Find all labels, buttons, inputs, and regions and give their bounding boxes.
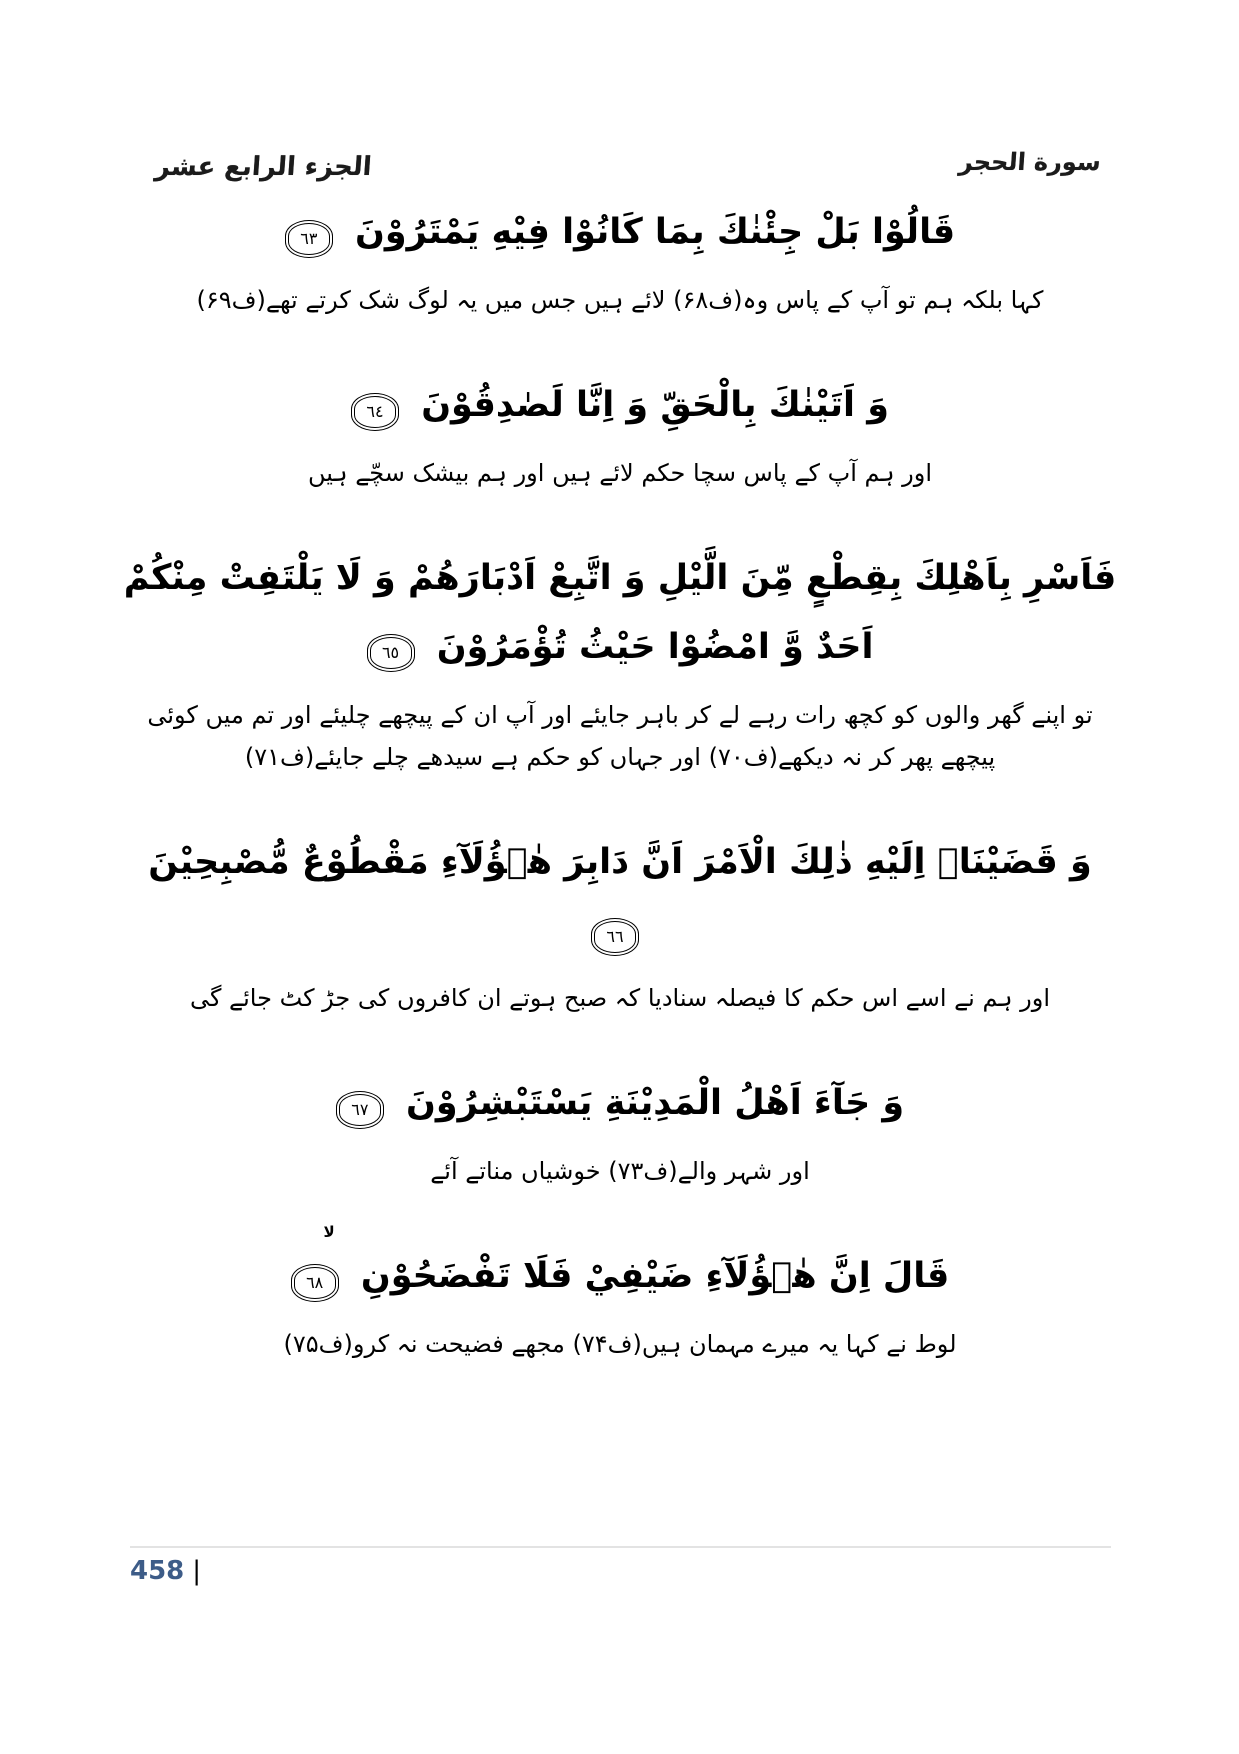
page-content	[120, 198, 1120, 1415]
arabic-verse-text: قَالَ اِنَّ هٰۤؤُلَآءِ ضَيْفِيْ فَلَا تَفْضَحُوْنِ	[360, 1256, 950, 1297]
ayah-number-ornament: ٦٨	[291, 1264, 339, 1302]
urdu-translation: اور ہم نے اسے اس حکم کا فیصلہ سنادیا کہ صبح ہوتے ان کافروں کی جڑ کٹ جائے گی	[189, 984, 1050, 1012]
arabic-verse	[120, 1069, 1120, 1138]
verse-block	[120, 1223, 1120, 1365]
ayah-number-ornament: ٦٤	[351, 393, 399, 431]
ayah-marker-wrap	[367, 613, 415, 681]
verse-block	[120, 371, 1120, 494]
urdu-translation: کہا بلکہ ہم تو آپ کے پاس وہ(ف۶۸) لائے ہیں جس میں یہ لوگ شک کرتے تھے(ف۶۹)	[196, 286, 1044, 315]
ayah-number-ornament: ٦٣	[285, 220, 333, 258]
arabic-verse-text: وَ قَضَيْنَاۤ اِلَيْهِ ذٰلِكَ الْاَمْرَ اَنَّ دَابِرَ هٰۤؤُلَآءِ مَقْطُوْعٌ مُّصْبِحِيْنَ	[148, 841, 1092, 882]
arabic-verse	[120, 1223, 1120, 1311]
arabic-verse-text: فَاَسْرِ بِاَهْلِكَ بِقِطْعٍ مِّنَ الَّيْلِ وَ اتَّبِعْ اَدْبَارَهُمْ وَ لَا يَلْتَفِتْ مِنْكُمْ اَحَدٌ وَّ امْضُوْا حَيْثُ تُؤْمَرُوْنَ	[123, 558, 1117, 667]
arabic-verse	[120, 371, 1120, 440]
verse-block	[120, 828, 1120, 1019]
verse-block	[120, 1069, 1120, 1192]
page-number-separator: |	[192, 1556, 202, 1586]
arabic-verse-text: وَ اَتَيْنٰكَ بِالْحَقِّ وَ اِنَّا لَصٰدِقُوْنَ	[421, 385, 889, 426]
arabic-verse-text: قَالُوْا بَلْ جِئْنٰكَ بِمَا كَانُوْا فِيْهِ يَمْتَرُوْنَ	[355, 212, 956, 252]
ayah-number-ornament: ٦٦	[591, 918, 639, 956]
ayah-marker-wrap	[291, 1223, 339, 1311]
footer-divider	[130, 1546, 1111, 1548]
verse-block	[120, 198, 1120, 321]
page-number: 458	[130, 1556, 185, 1586]
surah-title: سورة الحجر	[958, 148, 1102, 176]
urdu-translation: اور شہر والے(ف۷۳) خوشیاں مناتے آئے	[430, 1157, 810, 1186]
page-footer	[130, 1556, 201, 1586]
urdu-translation: لوط نے کہا یہ میرے مہمان ہیں(ف۷۴) مجھے فضیحت نہ کرو(ف۷۵)	[283, 1330, 957, 1359]
arabic-verse-text: وَ جَآءَ اَهْلُ الْمَدِيْنَةِ يَسْتَبْشِرُوْنَ	[406, 1083, 905, 1123]
ayah-marker-wrap	[351, 372, 399, 440]
waqf-mark: لا	[323, 1223, 335, 1241]
ayah-marker-wrap	[336, 1070, 384, 1138]
urdu-translation: اور ہم آپ کے پاس سچا حکم لائے ہیں اور ہم بیشک سچّے ہیں	[307, 459, 932, 488]
arabic-verse	[120, 828, 1120, 965]
verse-block	[120, 544, 1120, 777]
urdu-translation: تو اپنے گھر والوں کو کچھ رات رہے لے کر باہر جایئے اور آپ ان کے پیچھے چلیئے اور تم میں کوئی پیچھے پھر کر نہ دیکھے(ف۷۰) اور جہاں کو حکم ہے سیدھے چلے جایئے(ف۷۱)	[147, 700, 1093, 771]
juz-title: الجزء الرابع عشر	[153, 152, 373, 182]
ayah-number-ornament: ٦٥	[367, 634, 415, 672]
arabic-verse	[120, 544, 1120, 681]
ayah-number-ornament: ٦٧	[336, 1091, 384, 1129]
ayah-marker-wrap	[591, 897, 639, 965]
arabic-verse	[120, 198, 1120, 267]
ayah-marker-wrap	[285, 199, 333, 267]
